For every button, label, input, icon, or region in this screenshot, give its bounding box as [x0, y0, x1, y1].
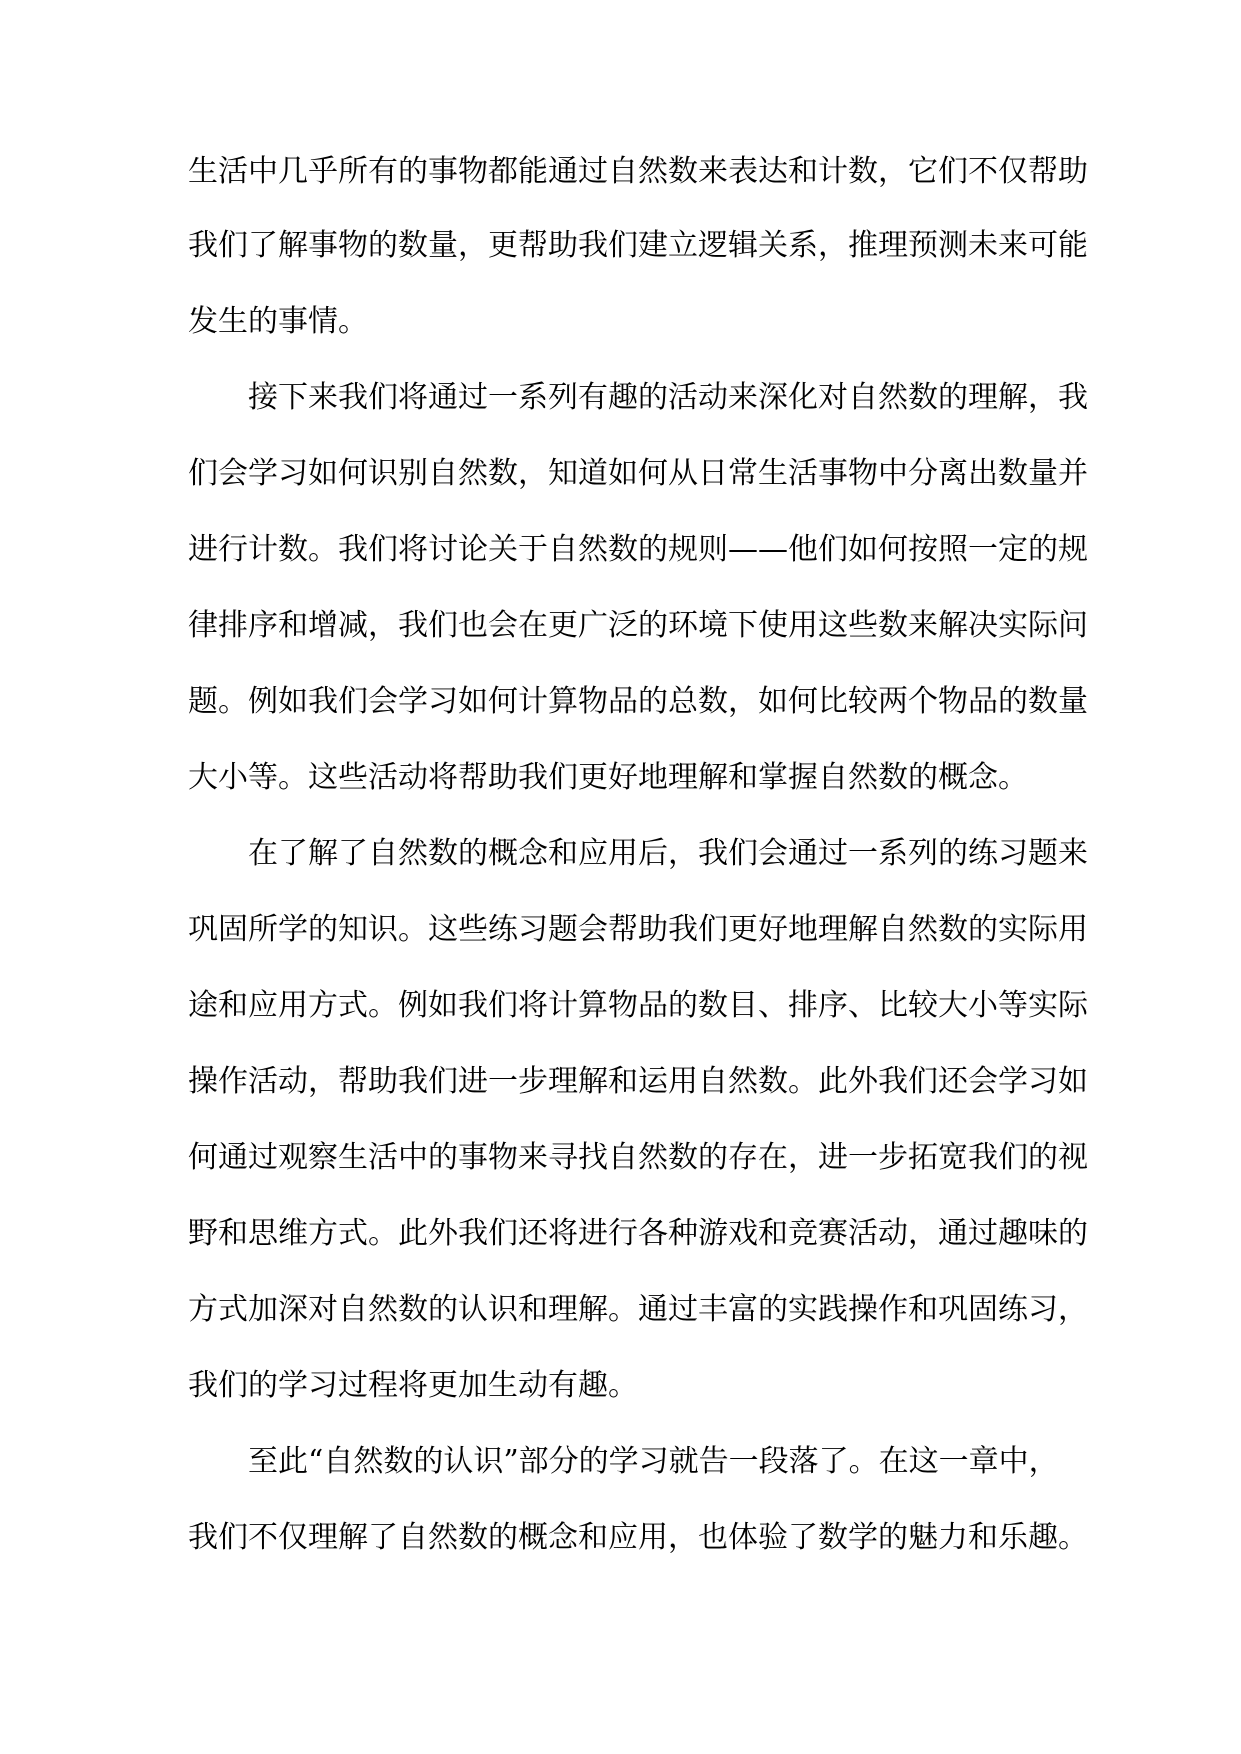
- text-line: 大小等。这些活动将帮助我们更好地理解和掌握自然数的概念。: [188, 760, 1028, 795]
- text-line: 操作活动，帮助我们进一步理解和运用自然数。此外我们还会学习如: [188, 1064, 1088, 1099]
- paragraph-start-line: 在了解了自然数的概念和应用后，我们会通过一系列的练习题来: [248, 836, 1088, 871]
- text-line: 发生的事情。: [188, 304, 368, 339]
- text-line: 我们了解事物的数量，更帮助我们建立逻辑关系，推理预测未来可能: [188, 228, 1088, 263]
- text-line: 题。例如我们会学习如何计算物品的总数，如何比较两个物品的数量: [188, 684, 1088, 719]
- text-line: 方式加深对自然数的认识和理解。通过丰富的实践操作和巩固练习，: [188, 1292, 1088, 1327]
- text-line: 律排序和增减，我们也会在更广泛的环境下使用这些数来解决实际问: [188, 608, 1088, 643]
- paragraph-start-line: 至此“自然数的认识”部分的学习就告一段落了。在这一章中，: [248, 1444, 1059, 1479]
- text-line: 野和思维方式。此外我们还将进行各种游戏和竞赛活动，通过趣味的: [188, 1216, 1088, 1251]
- text-line: 们会学习如何识别自然数，知道如何从日常生活事物中分离出数量并: [188, 456, 1088, 491]
- text-line: 途和应用方式。例如我们将计算物品的数目、排序、比较大小等实际: [188, 988, 1088, 1023]
- text-line: 我们的学习过程将更加生动有趣。: [188, 1368, 638, 1403]
- paragraph-start-line: 接下来我们将通过一系列有趣的活动来深化对自然数的理解，我: [248, 380, 1088, 415]
- text-line: 巩固所学的知识。这些练习题会帮助我们更好地理解自然数的实际用: [188, 912, 1088, 947]
- text-line: 生活中几乎所有的事物都能通过自然数来表达和计数，它们不仅帮助: [188, 154, 1088, 189]
- text-line: 何通过观察生活中的事物来寻找自然数的存在，进一步拓宽我们的视: [188, 1140, 1088, 1175]
- text-line: 进行计数。我们将讨论关于自然数的规则——他们如何按照一定的规: [188, 532, 1088, 567]
- text-line: 我们不仅理解了自然数的概念和应用，也体验了数学的魅力和乐趣。: [188, 1520, 1088, 1555]
